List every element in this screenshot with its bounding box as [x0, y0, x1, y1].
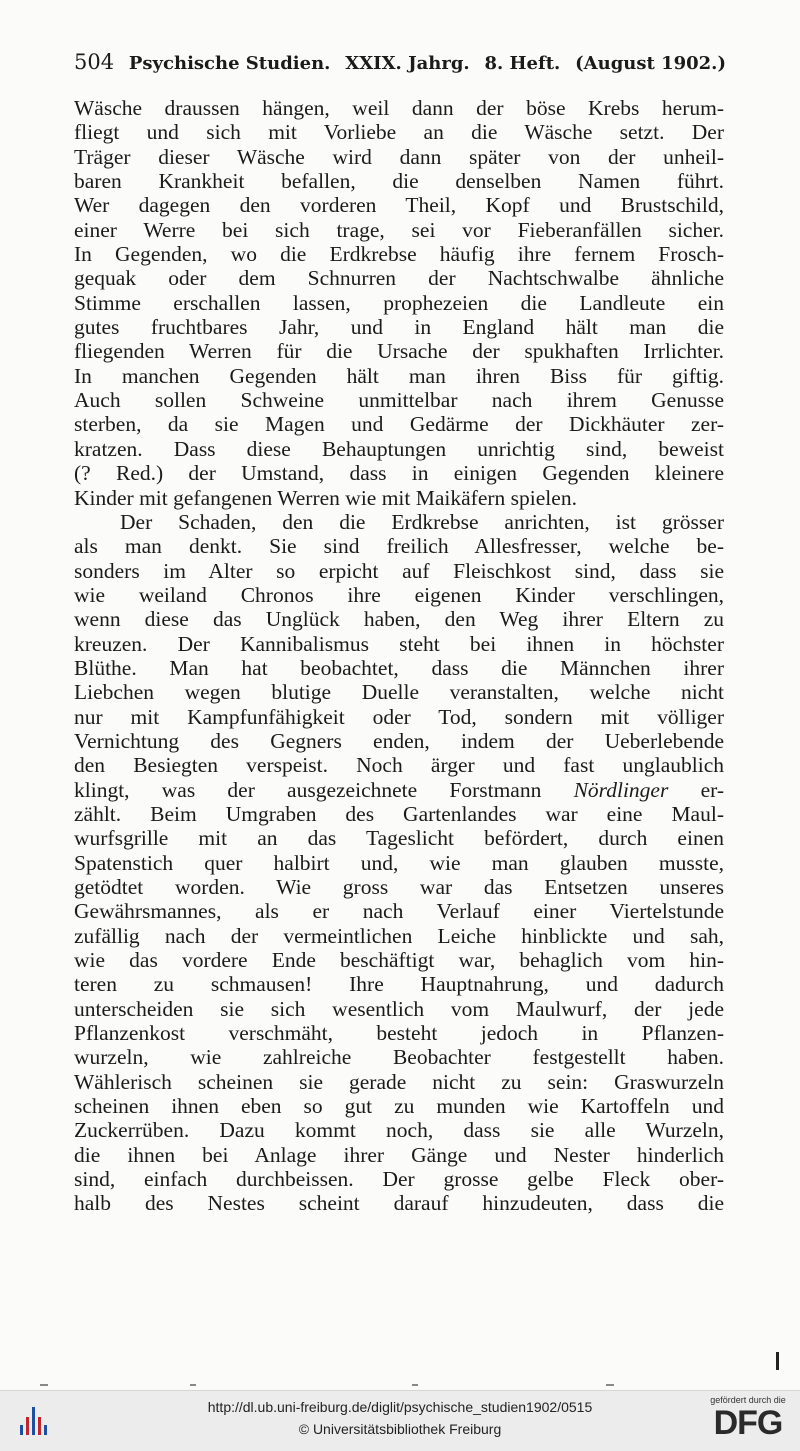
- text-line: sonders im Alter so erpicht auf Fleischkost sind, dass sie: [74, 558, 724, 583]
- text-line: wenn diese das Unglück haben, den Weg ihrer Eltern zu: [74, 607, 724, 632]
- text-line: unterscheiden sie sich wesentlich vom Maulwurf, der jede: [74, 996, 724, 1021]
- text-line: Vernichtung des Gegners enden, indem der Ueberlebende: [74, 728, 724, 753]
- text-line: Auch sollen Schweine unmittelbar nach ihrem Genusse: [74, 388, 724, 413]
- text-line: Pflanzenkost verschmäht, besteht jedoch in Pflanzen-: [74, 1021, 724, 1046]
- text-line: Wählerisch scheinen sie gerade nicht zu sein: Graswurzeln: [74, 1069, 724, 1094]
- text-line: kreuzen. Der Kannibalismus steht bei ihnen in höchster: [74, 631, 724, 656]
- text-line: Zuckerrüben. Dazu kommt noch, dass sie alle Wurzeln,: [74, 1118, 724, 1143]
- text-line: kratzen. Dass diese Behauptungen unrichtig sind, beweist: [74, 436, 724, 461]
- text-line: fliegenden Werren für die Ursache der spukhaften Irrlichter.: [74, 339, 724, 364]
- text-line: gutes fruchtbares Jahr, und in England hält man die: [74, 315, 724, 340]
- journal-title: Psychische Studien.: [128, 53, 331, 74]
- text-line: teren zu schmausen! Ihre Hauptnahrung, und dadurch: [74, 972, 724, 997]
- text-line: In manchen Gegenden hält man ihren Biss für giftig.: [74, 363, 724, 388]
- text-line: Gewährsmannes, als er nach Verlauf einer Viertelstunde: [74, 899, 724, 924]
- text-line: wie weiland Chronos ihre eigenen Kinder verschlingen,: [74, 582, 724, 607]
- running-header: [74, 50, 726, 76]
- italic-name: Nördlinger: [573, 777, 669, 802]
- text-segment: er-: [700, 777, 725, 802]
- text-line: nur mit Kampfunfähigkeit oder Tod, sondern mit völliger: [74, 704, 724, 729]
- text-line: Liebchen wegen blutige Duelle veranstalten, welche nicht: [74, 680, 724, 705]
- issue-date: (August 1902.): [575, 53, 726, 74]
- text-line: fliegt und sich mit Vorliebe an die Wäsche setzt. Der: [74, 120, 724, 145]
- text-line: Träger dieser Wäsche wird dann später von der unheil-: [74, 144, 724, 169]
- text-line-with-italic: [74, 778, 724, 802]
- scan-mark: [776, 1352, 779, 1370]
- copyright-notice: © Universitätsbibliothek Freiburg: [298, 1421, 502, 1437]
- page-edge-marks: [0, 1384, 800, 1388]
- text-line: (? Red.) der Umstand, dass in einigen Gegenden kleinere: [74, 461, 724, 486]
- text-line: Kinder mit gefangenen Werren wie mit Maikäfern spielen.: [74, 485, 577, 510]
- dfg-logo-text: DFG: [713, 1404, 783, 1442]
- text-line: Spatenstich quer halbirt und, wie man glauben musste,: [74, 850, 724, 875]
- text-line: halb des Nestes scheint darauf hinzudeuten, dass die: [74, 1191, 724, 1216]
- text-line: Stimme erschallen lassen, prophezeien die Landleute ein: [74, 290, 724, 315]
- permalink[interactable]: http://dl.ub.uni-freiburg.de/diglit/psychische_studien1902/0515: [207, 1399, 593, 1415]
- text-line: Wäsche draussen hängen, weil dann der böse Krebs herum-: [74, 96, 724, 120]
- text-line: wie das vordere Ende beschäftigt war, behaglich vom hin-: [74, 948, 724, 973]
- text-line: getödtet worden. Wie gross war das Entsetzen unseres: [74, 875, 724, 899]
- body-text: [74, 96, 724, 1216]
- text-line: baren Krankheit befallen, die denselben Namen führt.: [74, 169, 724, 194]
- text-line: einer Werre bei sich trage, sei vor Fieberanfällen sicher.: [74, 217, 724, 242]
- issue-number: 8. Heft.: [484, 53, 561, 74]
- text-line: scheinen ihnen eben so gut zu munden wie Kartoffeln und: [74, 1094, 724, 1119]
- text-line: Blüthe. Man hat beobachtet, dass die Männchen ihrer: [74, 655, 724, 680]
- text-line: Wer dagegen den vorderen Theil, Kopf und Brustschild,: [74, 193, 724, 218]
- text-line: den Besiegten verspeist. Noch ärger und fast unglaublich: [74, 753, 724, 778]
- text-line: zählt. Beim Umgraben des Gartenlandes war eine Maul-: [74, 801, 724, 826]
- paragraph-start-line: Der Schaden, den die Erdkrebse anrichten, ist grösser: [120, 509, 724, 534]
- text-line: die ihnen bei Anlage ihrer Gänge und Nester hinderlich: [74, 1142, 724, 1167]
- text-line: zufällig nach der vermeintlichen Leiche hinblickte und sah,: [74, 923, 724, 948]
- text-line: sind, einfach durchbeissen. Der grosse gelbe Fleck ober-: [74, 1167, 724, 1192]
- page-number: 504: [74, 50, 115, 74]
- volume-year: XXIX. Jahrg.: [345, 53, 470, 74]
- text-line: In Gegenden, wo die Erdkrebse häufig ihre fernem Frosch-: [74, 242, 724, 267]
- text-line: wurzeln, wie zahlreiche Beobachter festgestellt haben.: [74, 1045, 724, 1070]
- text-line: wurfsgrille mit an das Tageslicht befördert, durch einen: [74, 826, 724, 851]
- dfg-logo: [706, 1395, 790, 1441]
- viewer-footer: [0, 1390, 800, 1451]
- text-line: als man denkt. Sie sind freilich Allesfresser, welche be-: [74, 534, 724, 559]
- text-line: gequak oder dem Schnurren der Nachtschwalbe ähnliche: [74, 266, 724, 291]
- dfg-funded-label: gefördert durch die: [710, 1395, 786, 1405]
- text-segment: klingt, was der ausgezeichnete Forstmann: [74, 777, 542, 802]
- text-line: sterben, da sie Magen und Gedärme der Dickhäuter zer-: [74, 412, 724, 437]
